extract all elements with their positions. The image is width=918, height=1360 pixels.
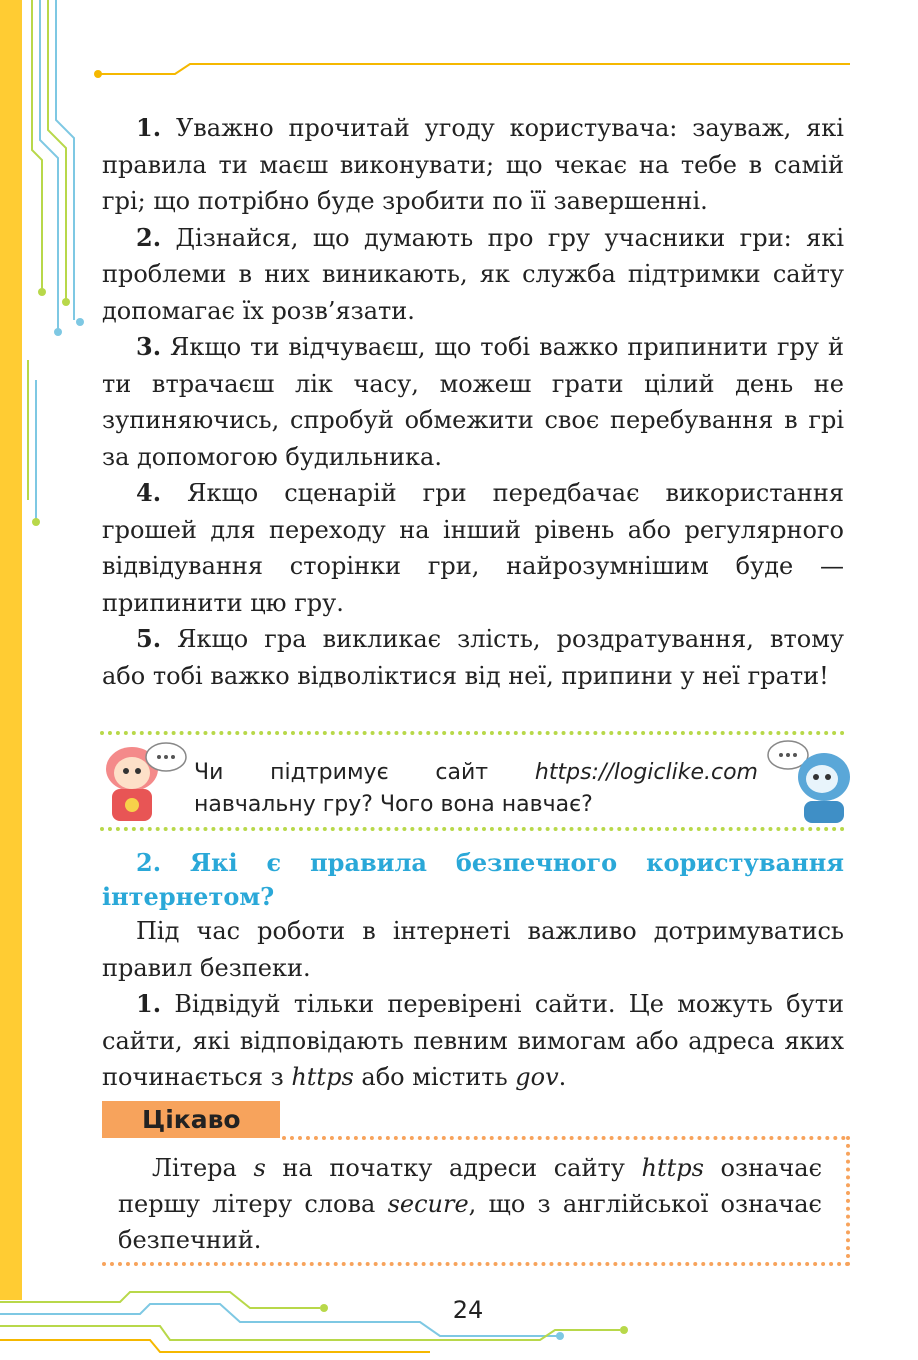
rule-paragraph-1: 1. Уважно прочитай угоду користувача: зауваж, які правила ти маєш виконувати; що чекає на тебе в самій грі; що потрібно буде зробити по її завершенні. xyxy=(102,113,844,215)
robot-mascot-icon xyxy=(760,737,860,827)
question-text: Чи підтримує сайт https://logiclike.com навчальну гру? Чого вона навчає? xyxy=(194,760,758,817)
interesting-tab xyxy=(102,1101,280,1138)
rule-paragraph-2: 2. Дізнайся, що думають про гру учасники гри: які проблеми в них виникають, як служба підтримки сайту допомагає їх розв’язати. xyxy=(102,222,844,325)
section-item-1: 1. Відвідуй тільки перевірені сайти. Це можуть бути сайти, які відповідають певним вимогам або адреса яких починається з https або містить gov. xyxy=(102,989,844,1091)
interesting-text: Літера s на початку адреси сайту https означає першу літеру слова secure, що з англійської означає безпечний. xyxy=(118,1154,823,1254)
interesting-label: Цікаво xyxy=(142,1105,241,1134)
rule-paragraph-4: 4. Якщо сценарій гри передбачає використання грошей для переходу на інший рівень або регулярного відвідування сторінки гри, найрозумнішим буде — припинити цю гру. xyxy=(102,478,844,617)
section-body xyxy=(102,913,844,1096)
section-intro: Під час роботи в інтернеті важливо дотримуватись правил безпеки. xyxy=(102,917,844,982)
interesting-box xyxy=(102,1136,850,1266)
rule-paragraph-3: 3. Якщо ти відчуваєш, що тобі важко припинити гру й ти втрачаєш лік часу, можеш грати цілий день не зупиняючись, спробуй обмежити своє перебування в грі за допомогою будильника. xyxy=(102,332,845,471)
discussion-question-box xyxy=(100,731,845,831)
page-number: 24 xyxy=(452,1296,484,1324)
site-link[interactable]: https://logiclike.com xyxy=(534,760,758,785)
rule-paragraph-5: 5. Якщо гра викликає злість, роздратування, втому або тобі важко відволіктися від неї, припини у неї грати! xyxy=(102,624,844,690)
section-heading: 2. Які є правила безпечного користування інтернетом? xyxy=(102,848,844,911)
dotted-divider-bottom xyxy=(100,827,845,831)
girl-mascot-icon xyxy=(82,735,192,827)
rules-list xyxy=(102,110,844,694)
dotted-divider-top xyxy=(100,731,845,735)
